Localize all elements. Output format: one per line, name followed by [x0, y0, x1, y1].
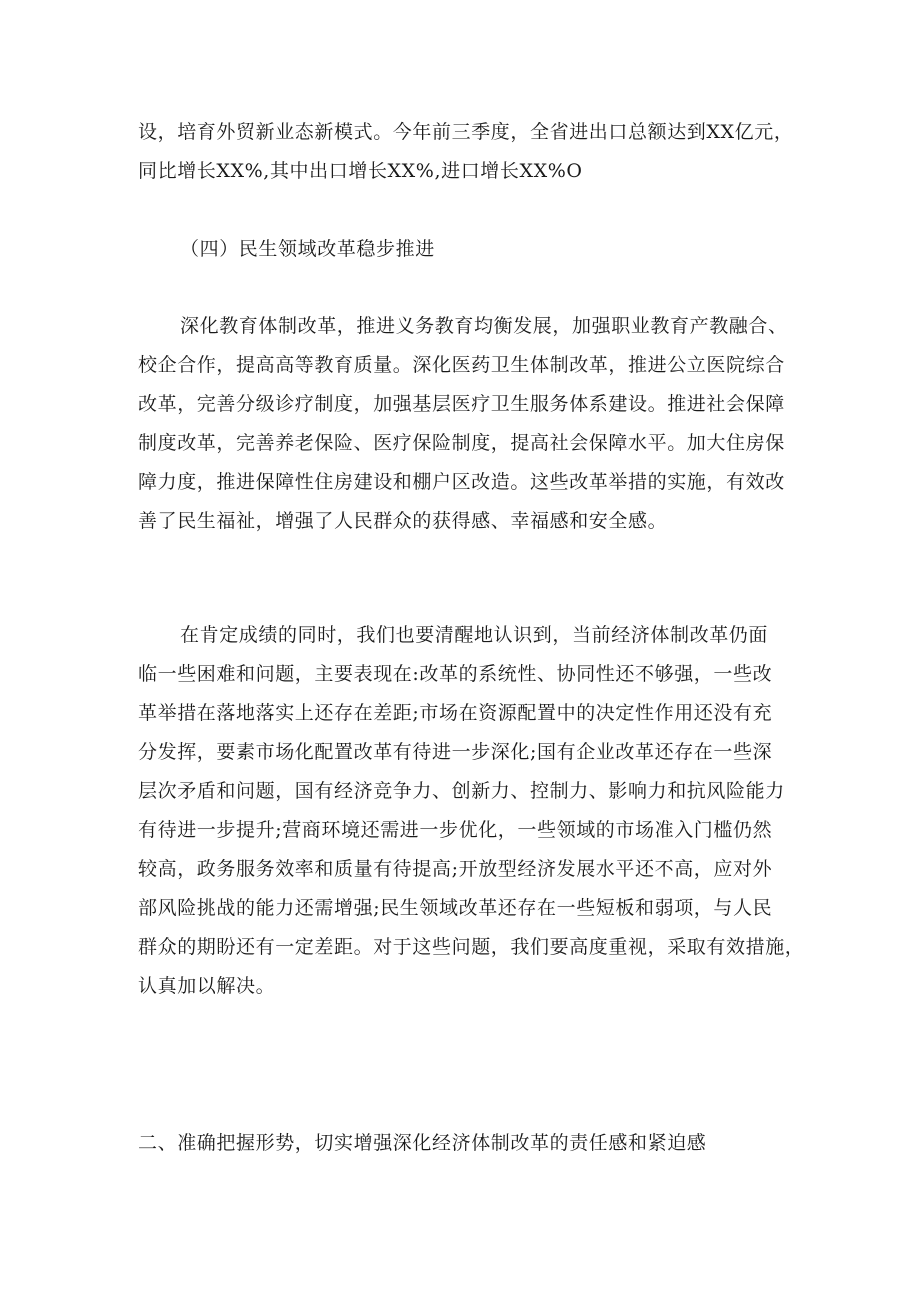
text-line: 层次矛盾和问题，国有经济竞争力、创新力、控制力、影响力和抗风险能力: [138, 780, 785, 802]
text-line: 较高，政务服务效率和质量有待提高;开放型经济发展水平还不高，应对外: [138, 858, 773, 880]
text-line: 制度改革，完善养老保险、医疗保险制度，提高社会保障水平。加大住房保: [138, 432, 785, 454]
text-line: 善了民生福祉，增强了人民群众的获得感、幸福感和安全感。: [138, 510, 668, 532]
text-line: 群众的期盼还有一定差距。对于这些问题，我们要高度重视，采取有效措施，: [138, 936, 805, 958]
text-line: 同比增长XX%,其中出口增长XX%,进口增长XX%O: [138, 160, 583, 182]
text-line: 深化教育体制改革，推进义务教育均衡发展，加强职业教育产教融合、: [180, 315, 788, 337]
text-line: 革举措在落地落实上还存在差距;市场在资源配置中的决定性作用还没有充: [138, 702, 773, 724]
text-line: 改革，完善分级诊疗制度，加强基层医疗卫生服务体系建设。推进社会保障: [138, 393, 785, 415]
text-line: 有待进一步提升;营商环境还需进一步优化，一些领域的市场准入门槛仍然: [138, 819, 773, 841]
text-line: 临一些困难和问题，主要表现在:改革的系统性、协同性还不够强，一些改: [138, 663, 773, 685]
text-line: 分发挥，要素市场化配置改革有待进一步深化;国有企业改革还存在一些深: [138, 741, 773, 763]
paragraph-problems: [138, 616, 805, 1006]
section-heading-4: [138, 230, 798, 269]
section-heading-2: [138, 1124, 798, 1163]
text-line: 部风险挑战的能力还需增强;民生领域改革还存在一些短板和弱项，与人民: [138, 897, 773, 919]
heading-text: （四）民生领域改革稳步推进: [180, 238, 435, 260]
text-line: 校企合作，提高高等教育质量。深化医药卫生体制改革，推进公立医院综合: [138, 354, 785, 376]
heading-text: 二、准确把握形势，切实增强深化经济体制改革的责任感和紧迫感: [138, 1132, 707, 1154]
text-line: 障力度，推进保障性住房建设和棚户区改造。这些改革举措的实施，有效改: [138, 471, 785, 493]
text-line: 认真加以解决。: [138, 975, 276, 997]
text-line: 在肯定成绩的同时，我们也要清醒地认识到，当前经济体制改革仍面: [180, 624, 769, 646]
paragraph-livelihood-reform: [138, 307, 798, 541]
paragraph-trade-continued: [138, 113, 798, 191]
text-line: 设，培育外贸新业态新模式。今年前三季度，全省进出口总额达到XX亿元，: [138, 121, 794, 143]
